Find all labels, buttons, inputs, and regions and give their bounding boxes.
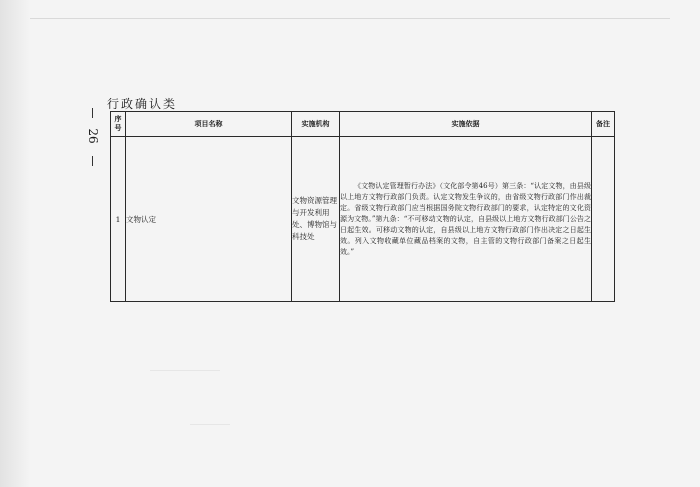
header-remarks: 备注	[592, 112, 615, 137]
cell-legal-basis: 《文物认定管理暂行办法》（文化部令第46号）第三条：“认定文物，由县级以上地方文物行政部门负责。认定文物发生争议的，由省级文物行政部门作出裁定。省级文物行政部门应当根据国务院文物行政部门的要求，认定特定的文化资源为文物。”第九条：“不可移动文物的认定，自县级以上地方文物行政部门公告之日起生效。可移动文物的认定，自县级以上地方文物行政部门作出决定之日起生效。列入文物收藏单位藏品档案的文物，自主管的文物行政部门备案之日起生效。”	[340, 137, 592, 302]
section-title: 行政确认类	[107, 97, 178, 111]
table-row	[111, 137, 615, 302]
scan-artifact	[190, 424, 230, 425]
header-serial-number-line-2: 号	[114, 124, 122, 132]
cell-item-name: 文物认定	[126, 137, 292, 302]
cell-implementing-agency: 文物资源管理与开发利用处、博物馆与科技处	[292, 137, 340, 302]
cell-serial-number: 1	[111, 137, 126, 302]
page-number-dash-bottom	[92, 156, 93, 166]
administrative-confirmation-table	[110, 111, 615, 302]
header-implementing-agency: 实施机构	[292, 112, 340, 137]
page-number-marker	[80, 106, 106, 168]
header-legal-basis: 实施依据	[340, 112, 592, 137]
page-number-dash-top	[92, 108, 93, 118]
header-item-name: 项目名称	[126, 112, 292, 137]
scan-artifact	[150, 370, 220, 371]
header-serial-number	[111, 112, 126, 137]
cell-remarks	[592, 137, 615, 302]
header-serial-number-line-1: 序	[114, 115, 122, 123]
scan-edge-line	[30, 18, 670, 19]
table-header-row	[111, 112, 615, 137]
scan-shadow	[0, 0, 30, 487]
page-number: 26	[86, 128, 100, 144]
